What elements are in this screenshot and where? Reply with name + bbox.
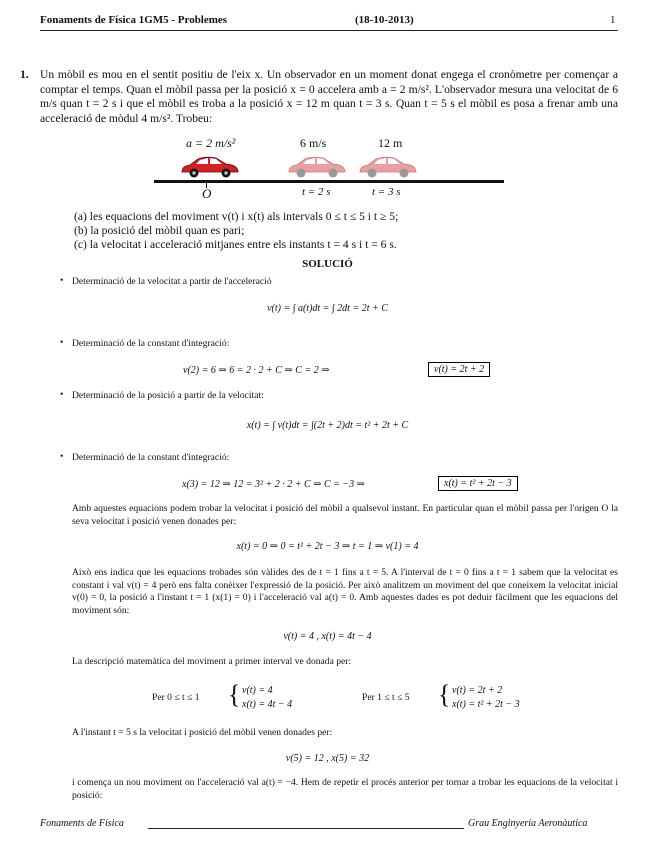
header-rule [40, 30, 618, 31]
equation-position-constant: x(3) = 12 ⇒ 12 = 3² + 2 · 2 + C ⇒ C = −3 ⇒ [182, 479, 366, 490]
solution-paragraph-t5: A l'instant t = 5 s la velocitat i posició del mòbil venen donades per: [72, 727, 333, 738]
bullet-icon: • [60, 389, 64, 400]
car-red-icon [178, 154, 242, 180]
bullet-icon: • [60, 275, 64, 286]
figure-t2-label: t = 2 s [302, 186, 331, 198]
system-1-position: x(t) = 4t − 4 [242, 699, 293, 710]
header-date: (18-10-2013) [355, 14, 414, 26]
solution-paragraph-braking: i comença un nou moviment on l'acceleració val a(t) = −4. Hem de repetir el procés anterior per tornar a trobar les equacions de la velocitat i posició: [72, 777, 618, 801]
part-a: (a) les equacions del moviment v(t) i x(t) als intervals 0 ≤ t ≤ 5 i t ≥ 5; [74, 210, 399, 223]
header-course: Fonaments de Física 1GM5 - Problemes [40, 14, 228, 26]
problem-statement: Un mòbil es mou en el sentit positiu de l'eix x. Un observador en un moment donat engega el cronòmetre per començar a comptar el temps. Quan el mòbil passa per la posició x = 0 accelera amb a = 2 m/s². L'observador mesura una velocitat de 6 m/s quan t = 2 s i que el mòbil es troba a la posició x = 12 m quan t = 3 s. Quan t = 5 s el mòbil es posa a frenar amb una acceleració de mòdul 4 m/s². Trobeu: [40, 68, 618, 125]
solution-paragraph-description: La descripció matemàtica del moviment a primer interval ve donada per: [72, 656, 352, 667]
equation-origin-crossing: x(t) = 0 ⇒ 0 = t² + 2t − 3 ⇒ t = 1 ⇒ v(1) = 4 [236, 541, 419, 552]
bullet-icon: • [60, 451, 64, 462]
boxed-result-velocity: v(t) = 2t + 2 [428, 362, 490, 377]
system-2-label: Per 1 ≤ t ≤ 5 [362, 692, 410, 703]
solution-bullet-1: Determinació de la velocitat a partir de l'acceleració [72, 276, 272, 287]
equation-position-integral: x(t) = ∫ v(t)dt = ∫(2t + 2)dt = t² + 2t + C [246, 420, 409, 431]
system-1-velocity: v(t) = 4 [242, 685, 273, 696]
header-page-number: 1 [610, 14, 616, 26]
equation-velocity-integral: v(t) = ∫ a(t)dt = ∫ 2dt = 2t + C [267, 303, 388, 314]
solution-paragraph-first-interval: Això ens indica que les equacions trobades són vàlides des de t = 1 fins a t = 5. A l'interval de t = 0 fins a t = 1 sabem que la velocitat es constant i val v(t) = 4 però ens falta conèixer l'expressió de la posició. Per això analitzem un moviment del que coneixem la velocitat inicial v(0) = 0, la posició a l'instant t = 1 (x(1) = 0) i l'acceleració val a(t) = 0. Amb aquestes dades es pot deduir fàcilment que les equacions del moviment són: [72, 567, 618, 616]
footer-rule [148, 828, 464, 829]
footer-left: Fonaments de Física [40, 818, 124, 829]
motion-figure [150, 132, 510, 202]
solution-paragraph-origin: Amb aquestes equacions podem trobar la velocitat i posició del mòbil a qualsevol instant. En particular quan el mòbil passa per l'origen O la seva velocitat i posició venen donades per: [72, 503, 618, 527]
solution-bullet-4: Determinació de la constant d'integració: [72, 452, 230, 463]
figure-label-position: 12 m [378, 136, 403, 150]
footer-right: Grau Enginyeria Aeronàutica [468, 818, 588, 829]
system-2-velocity: v(t) = 2t + 2 [452, 685, 503, 696]
part-b: (b) la posició del mòbil quan es pari; [74, 224, 245, 237]
bullet-icon: • [60, 337, 64, 348]
figure-t3-label: t = 3 s [372, 186, 401, 198]
boxed-result-position: x(t) = t² + 2t − 3 [438, 476, 518, 491]
equation-t5-values: v(5) = 12 , x(5) = 32 [285, 753, 370, 764]
figure-label-acceleration: a = 2 m/s² [186, 136, 236, 150]
system-2-position: x(t) = t² + 2t − 3 [452, 699, 520, 710]
figure-origin-label: O [202, 186, 212, 201]
system-1-label: Per 0 ≤ t ≤ 1 [152, 692, 200, 703]
part-c: (c) la velocitat i acceleració mitjanes entre els instants t = 4 s i t = 6 s. [74, 238, 397, 251]
equation-velocity-constant: v(2) = 6 ⇒ 6 = 2 · 2 + C ⇒ C = 2 ⇒ [183, 365, 330, 376]
brace-icon: { [228, 680, 241, 709]
figure-label-velocity: 6 m/s [300, 136, 327, 150]
car-ghost-t3-icon [356, 154, 420, 180]
problem-number: 1. [20, 68, 29, 81]
equation-first-interval: v(t) = 4 , x(t) = 4t − 4 [283, 631, 372, 642]
solution-bullet-2: Determinació de la constant d'integració: [72, 338, 230, 349]
brace-icon: { [438, 680, 451, 709]
solution-title: SOLUCIÓ [302, 258, 353, 270]
car-ghost-t2-icon [285, 154, 349, 180]
solution-bullet-3: Determinació de la posició a partir de la velocitat: [72, 390, 264, 401]
